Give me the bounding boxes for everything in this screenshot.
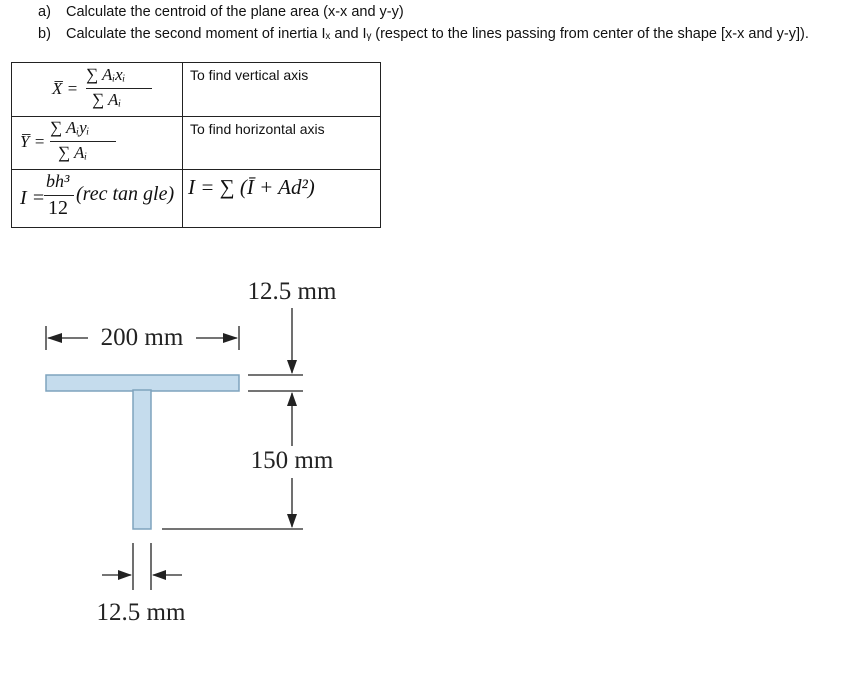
centroid-x-symbol: X̅ =	[52, 79, 79, 98]
web-thickness-label: 12.5 mm	[96, 599, 186, 626]
web	[133, 390, 151, 529]
question-b-label: b)	[38, 26, 51, 42]
vertical-axis-note: To find vertical axis	[190, 67, 309, 83]
arrow-up-icon	[287, 392, 297, 406]
arrow-down-icon	[287, 360, 297, 374]
flange-width-label: 200 mm	[100, 324, 184, 351]
question-a-label: a)	[38, 4, 51, 20]
arrow-right-icon	[223, 333, 238, 343]
centroid-y-denominator: ∑ Aᵢ	[58, 143, 88, 162]
arrow-down-icon	[287, 514, 297, 528]
inertia-denominator: 12	[48, 197, 68, 219]
arrow-right-icon	[118, 570, 132, 580]
horizontal-axis-note: To find horizontal axis	[190, 121, 325, 137]
centroid-y-symbol: Y̅ =	[20, 132, 46, 151]
arrow-left-icon	[152, 570, 166, 580]
inertia-symbol: I =	[20, 187, 46, 209]
question-b-text: Calculate the second moment of inertia Iₓ and Iᵧ (respect to the lines passing from center of the shape [x-x and y-y]).	[66, 26, 809, 42]
centroid-x-denominator: ∑ Aᵢ	[92, 90, 122, 109]
web-height-label: 150 mm	[250, 447, 334, 474]
arrow-left-icon	[47, 333, 62, 343]
centroid-x-numerator: ∑ Aᵢxᵢ	[86, 65, 126, 84]
question-a-text: Calculate the centroid of the plane area (x-x and y-y)	[66, 4, 404, 20]
centroid-y-numerator: ∑ Aᵢyᵢ	[50, 118, 90, 137]
inertia-numerator: bh³	[46, 171, 70, 191]
flange	[46, 375, 239, 391]
rectangle-label: (rec tan gle)	[76, 183, 175, 205]
flange-thickness-label: 12.5 mm	[247, 278, 337, 305]
parallel-axis-formula: I = ∑ (Ī + Ad²)	[188, 175, 315, 199]
